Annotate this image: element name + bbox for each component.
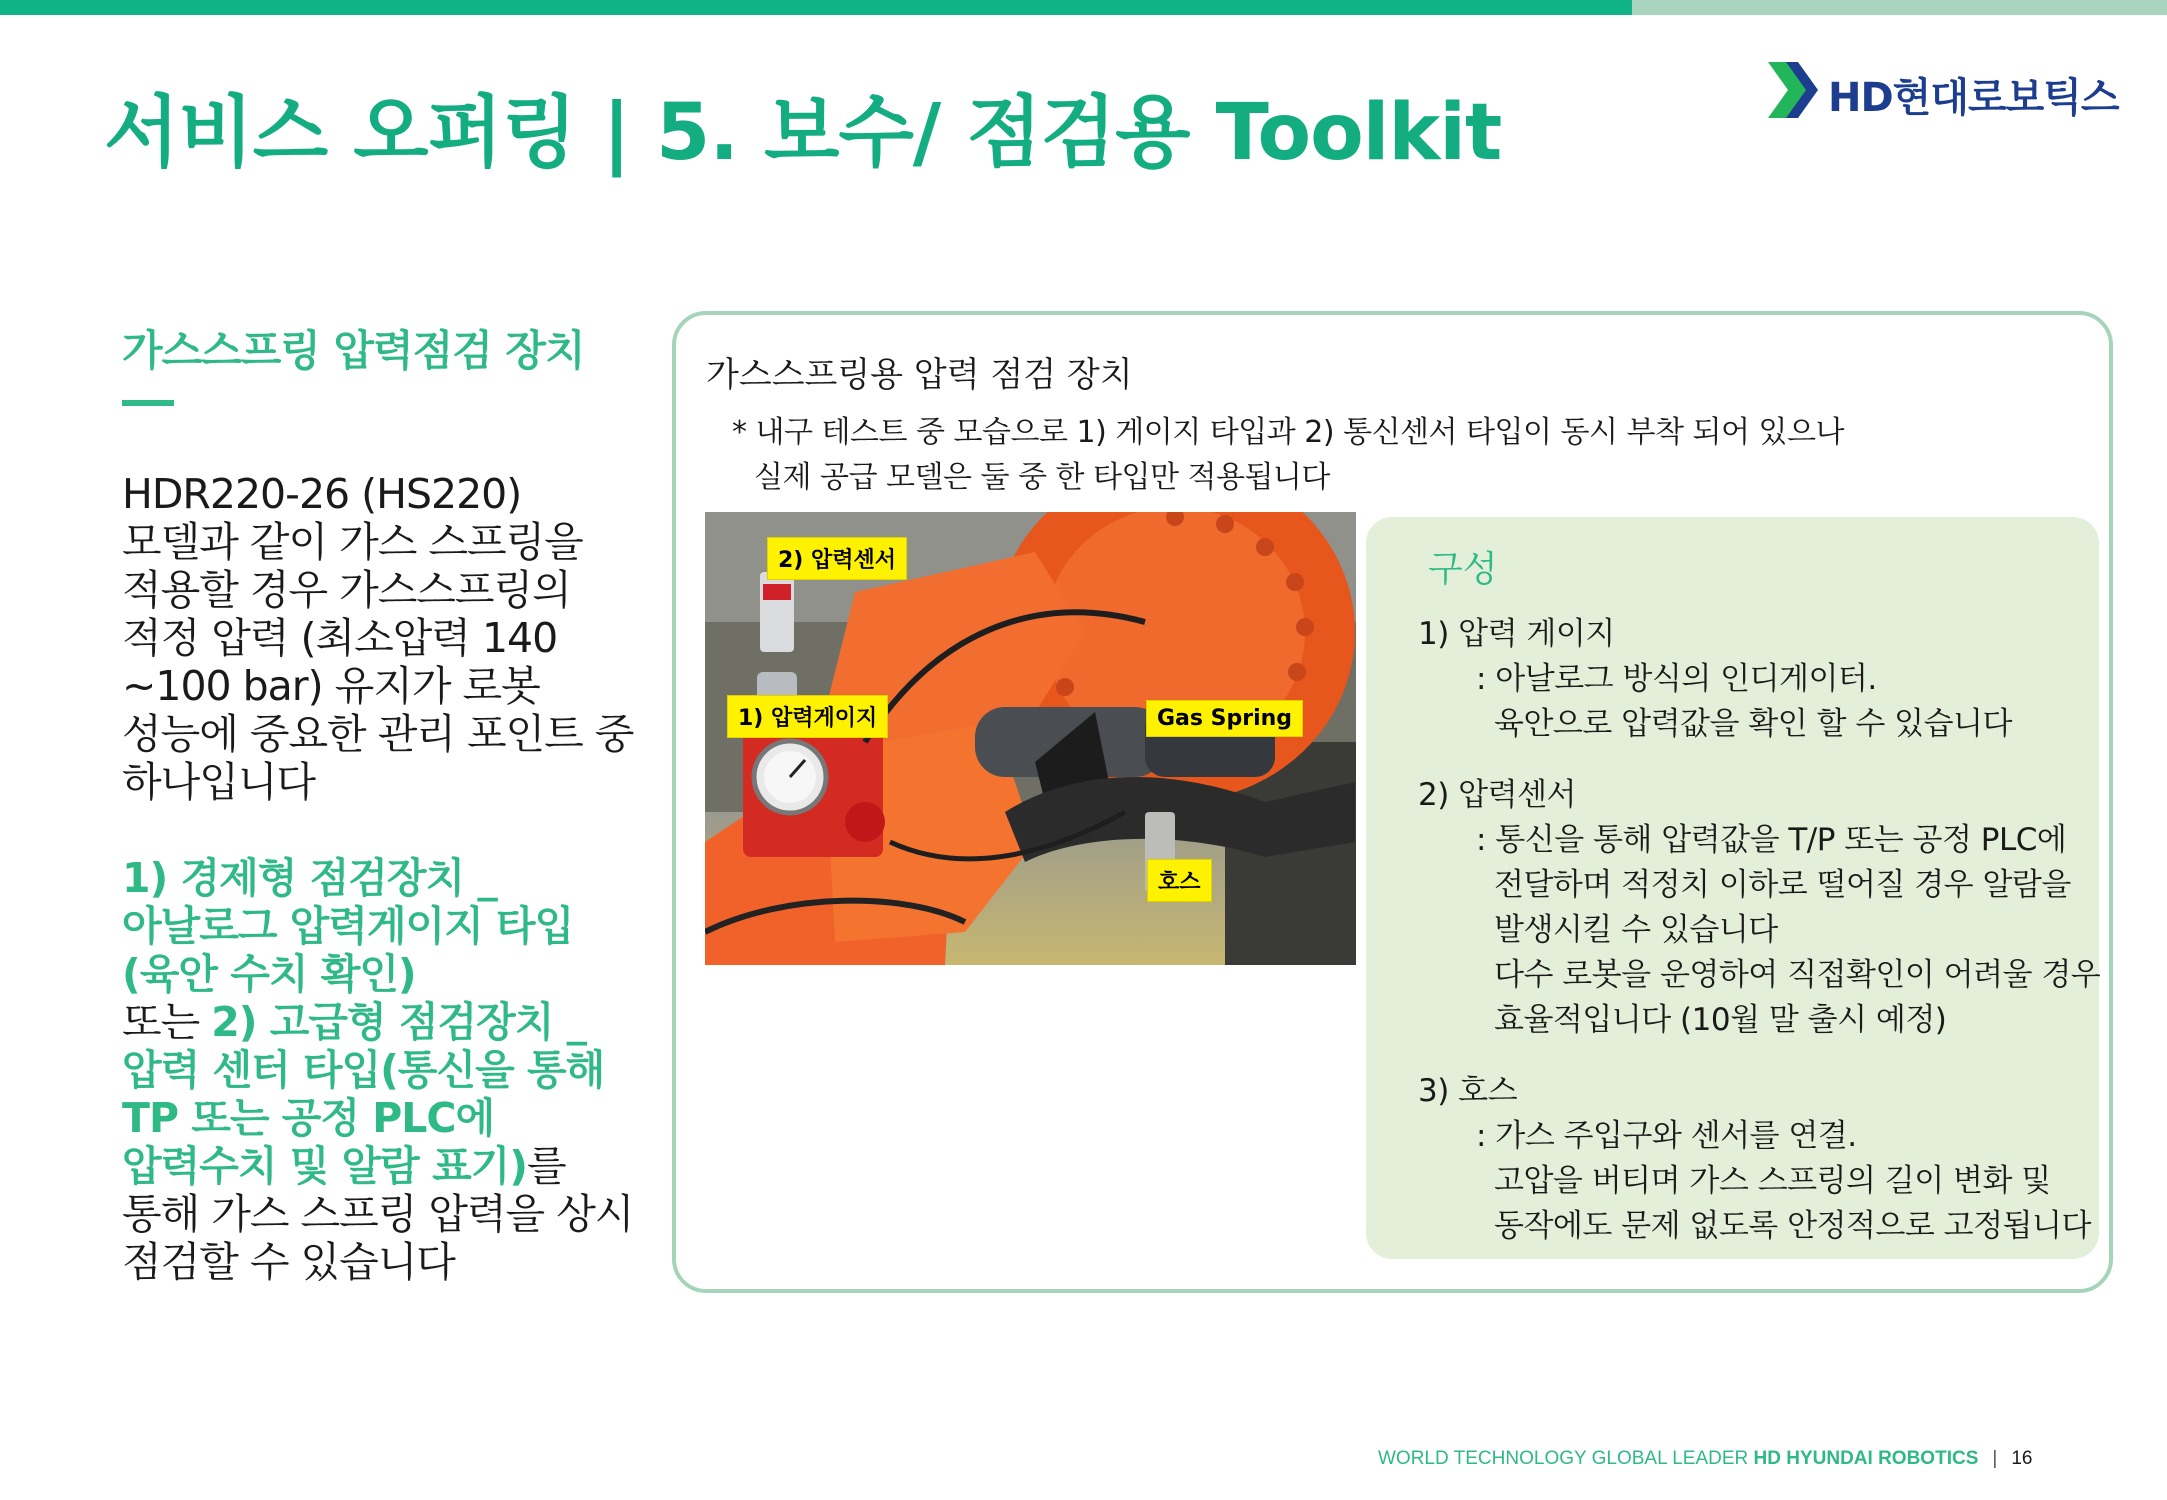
desc-line: : 가스 주입구와 센서를 연결. — [1476, 1118, 1857, 1154]
desc-line: 고압을 버티며 가스 스프링의 길이 변화 및 — [1494, 1163, 2051, 1199]
config-item — [1418, 612, 2098, 747]
footer-brand: HD HYUNDAI ROBOTICS — [1753, 1448, 1979, 1469]
paragraph-line: 적용할 경우 가스스프링의 — [122, 566, 571, 614]
config-item-desc — [1418, 818, 2101, 1043]
option1-line: 1) 경제형 점검장치 _ — [122, 854, 497, 902]
closing-line: 통해 가스 스프링 압력을 상시 — [122, 1190, 634, 1238]
desc-line: 다수 로봇을 운영하여 직접확인이 어려울 경우 — [1494, 957, 2101, 993]
desc-line: 육안으로 압력값을 확인 할 수 있습니다 — [1494, 706, 2012, 742]
desc-line: : 통신을 통해 압력값을 T/P 또는 공정 PLC에 — [1476, 822, 2067, 858]
footer-separator: | — [1992, 1448, 1998, 1469]
or-text: 또는 — [122, 998, 212, 1046]
option2-line: TP 또는 공정 PLC에 — [122, 1094, 495, 1142]
paragraph-line: 적정 압력 (최소압력 140 — [122, 614, 558, 662]
photo-label-pressure-sensor: 2) 압력센서 — [767, 537, 907, 580]
description-text — [122, 470, 642, 1286]
paragraph-line: HDR220-26 (HS220) — [122, 470, 522, 518]
paragraph-line: 모델과 같이 가스 스프링을 — [122, 518, 583, 566]
desc-line: 발생시킬 수 있습니다 — [1494, 912, 1778, 948]
config-item-title: 3) 호스 — [1418, 1073, 1518, 1109]
config-item — [1418, 773, 2101, 1043]
desc-line: 효율적입니다 (10월 말 출시 예정) — [1494, 1002, 1947, 1038]
config-item-desc — [1418, 1114, 2098, 1249]
photo-label-hose: 호스 — [1147, 859, 1212, 902]
config-item-desc — [1418, 657, 2098, 747]
logo-chevron-icon — [1768, 62, 1820, 118]
option1-line: 아날로그 압력게이지 타입 — [122, 902, 574, 950]
option1-line: (육안 수치 확인) — [122, 950, 416, 998]
desc-line: 동작에도 문제 없도록 안정적으로 고정됩니다 — [1494, 1208, 2091, 1244]
note-line: 실제 공급 모델은 둘 중 한 타입만 적용됩니다 — [754, 460, 1330, 495]
option2-line: 2) 고급형 점검장치 _ — [211, 998, 587, 1046]
option2-line: 압력수치 및 알람 표기) — [122, 1142, 528, 1190]
note-line: * 내구 테스트 중 모습으로 1) 게이지 타입과 2) 통신센서 타입이 동시 부착 되어 있으나 — [732, 415, 1844, 450]
footer-tagline: WORLD TECHNOLOGY GLOBAL LEADER — [1378, 1448, 1754, 1469]
page-number: 16 — [2011, 1448, 2033, 1469]
config-list — [1418, 612, 2101, 1275]
footer — [1378, 1448, 2032, 1470]
desc-line: 전달하며 적정치 이하로 떨어질 경우 알람을 — [1494, 867, 2071, 903]
robot-photo — [705, 512, 1356, 965]
photo-label-pressure-gauge: 1) 압력게이지 — [727, 695, 888, 738]
paragraph-line: 하나입니다 — [122, 758, 316, 806]
paragraph-line: 성능에 중요한 관리 포인트 중 — [122, 710, 634, 758]
config-item-title: 2) 압력센서 — [1418, 777, 1576, 813]
section-heading: 가스스프링 압력점검 장치 — [122, 326, 585, 375]
config-item — [1418, 1069, 2098, 1249]
config-item-title: 1) 압력 게이지 — [1418, 616, 1615, 652]
suffix-text: 를 — [527, 1142, 566, 1190]
photo-label-gas-spring: Gas Spring — [1146, 700, 1303, 737]
logo-text: HD현대로보틱스 — [1828, 75, 2119, 121]
top-accent-bar — [0, 0, 1632, 15]
company-logo — [1768, 62, 2128, 124]
desc-line: : 아날로그 방식의 인디게이터. — [1476, 661, 1877, 697]
panel-title: 가스스프링용 압력 점검 장치 — [706, 355, 1133, 395]
page-title: 서비스 오퍼링 | 5. 보수/ 점검용 Toolkit — [104, 88, 1502, 178]
config-title: 구성 — [1428, 549, 1498, 590]
closing-line: 점검할 수 있습니다 — [122, 1238, 455, 1286]
panel-note — [732, 410, 1844, 500]
top-accent-bar-light — [1632, 0, 2167, 15]
option2-line: 압력 센터 타입(통신을 통해 — [122, 1046, 605, 1094]
heading-underline — [122, 400, 174, 406]
paragraph-line: ~100 bar) 유지가 로봇 — [122, 662, 540, 710]
left-description — [122, 318, 642, 1286]
